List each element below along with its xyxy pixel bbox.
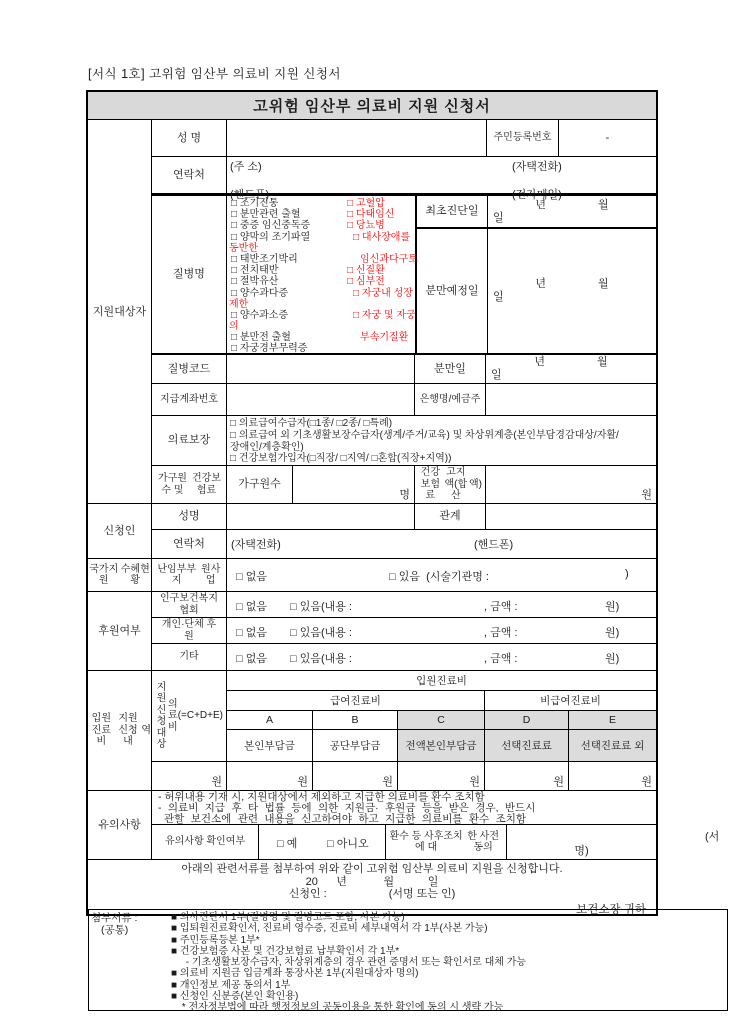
sponsorship-row [152, 592, 656, 618]
disease-checkbox-line[interactable]: □ 전치태반 □ 신질환 [231, 265, 385, 277]
application-form-table [86, 90, 720, 916]
relation-label: 관계 [415, 504, 486, 529]
medical-security-label: 의료보장 [152, 416, 227, 465]
target-rrn-input[interactable]: - [605, 131, 610, 144]
home-phone-label[interactable]: (자택전화) [231, 539, 281, 551]
declaration-recipient: 보건소장 귀하 [576, 903, 646, 916]
disease-name-label: 질병명 [152, 196, 227, 353]
no-checkbox[interactable]: □ 아니오 [327, 838, 369, 850]
expense-amount-input[interactable]: 원 [398, 762, 485, 790]
attachment-item: ■ 건강보험증 사본 및 건강보험료 납부확인서 각 1부* [171, 945, 400, 957]
applicant-contact-row [152, 530, 656, 558]
disease-checkbox-list[interactable] [227, 196, 418, 355]
disease-checkbox-line[interactable]: □ 자궁경부무력증 [231, 343, 308, 355]
attachments-box [88, 909, 728, 1014]
disease-code-row [152, 353, 656, 383]
month-label: 월 [598, 198, 609, 211]
month-label: 월 [598, 278, 609, 290]
day-label: 일 [491, 369, 502, 381]
disease-checkbox-line[interactable]: 제한 [229, 298, 249, 310]
first-diagnosis-label: 최초진단일 [417, 196, 488, 227]
disease-checkbox-line[interactable]: 의 [229, 321, 239, 333]
notice-confirm-row [152, 825, 720, 859]
attachments-label-col [91, 912, 171, 1010]
subfertility-options[interactable] [227, 559, 656, 591]
section-applicant [88, 504, 656, 559]
amount-label: , 금액 : [484, 627, 518, 639]
expense-column-name: 전액본인부담금 [398, 730, 485, 761]
declaration-block [88, 860, 656, 914]
national-group-label: 국가지원 수혜현황 [88, 559, 152, 591]
declaration-sign-note: (서명 또는 인) [388, 888, 456, 900]
target-contact-left[interactable]: (주 소) (핸드폰) [230, 161, 270, 201]
expense-column-code: A [227, 711, 313, 729]
attachment-item: ■ 주민등록등본 1부* [171, 934, 260, 946]
medical-security-option[interactable]: □ 건강보험가입자(□직장/ □지역/ □혼합(직장+지역)) [230, 453, 452, 465]
disease-checkbox-line[interactable]: □ 태반조기박리 임신과다구토 [231, 253, 418, 265]
notice-confirm-options[interactable] [259, 825, 386, 859]
account-input[interactable] [227, 384, 415, 415]
medical-security-row [152, 416, 656, 466]
expense-column-code: E [569, 711, 656, 729]
none-checkbox[interactable]: □ 없음 [236, 601, 267, 613]
paren-close: ) [625, 568, 629, 580]
household-count-input[interactable]: 명 [293, 466, 415, 503]
subfertility-label: 난임부부 지 원사업 [152, 559, 227, 591]
expense-amount-input[interactable]: 원 [227, 762, 313, 790]
disease-block [152, 194, 656, 384]
target-contact-right[interactable]: (자택전화) (전자메일) [512, 161, 562, 201]
attachment-note: - 기초생활보장수급자, 차상위계층의 경우 관련 증명서 또는 확인서로 대체 가능 [183, 957, 527, 969]
disease-code-label: 질병코드 [152, 355, 227, 383]
amount-unit: 원) [605, 601, 620, 613]
amount-unit: 원) [605, 653, 620, 665]
expense-column-name: 공단부담금 [313, 730, 398, 761]
sponsorship-row-label: 개인·단체 후 원 [152, 618, 227, 643]
applicant-contact-label: 연락처 [152, 530, 227, 558]
disease-checkbox-line[interactable]: □ 양수과다증 □ 자궁내 성장 [231, 287, 413, 299]
notice-confirm-label: 유의사항 확인여부 [152, 825, 259, 859]
medical-security-option[interactable]: □ 의료급여수급자(□1종/ □2종/ □특례) [230, 418, 393, 429]
target-group-label: 지원 대상자 [88, 120, 152, 503]
disease-checkbox-line[interactable]: □ 조기진통 □ 고혈압 [231, 198, 385, 209]
declaration-applicant-label[interactable]: 신청인 : [288, 888, 327, 900]
section-sponsorship [88, 592, 656, 671]
bank-name-input[interactable] [486, 384, 656, 415]
expense-column-name: 본인부담금 [227, 730, 313, 761]
sponsorship-group-label: 후원여부 [88, 592, 152, 670]
day-label: 일 [493, 291, 504, 303]
relation-input[interactable] [486, 504, 656, 529]
household-label: 가구원수 및 건강보험료 [152, 466, 227, 503]
sponsorship-row-label: 인구보건복지 협회 [152, 592, 227, 617]
expense-column-code: B [313, 711, 398, 729]
attachments-label: 첨부서류 : [91, 912, 138, 924]
notice-line: 관할 보건소에 관련 내용을 신고하여야 하고 지급한 의료비를 환수 조치함 [164, 813, 527, 826]
yes-checkbox[interactable]: □ 예 [277, 838, 298, 850]
month-label: 월 [597, 356, 608, 368]
due-date-input[interactable] [488, 229, 656, 353]
attachment-item: ■ 개인정보 제공 동의서 1부 [171, 979, 291, 991]
delivery-date-input[interactable] [486, 355, 656, 383]
hospital-group-label: 입원진료비 지원신청내 역 [88, 671, 152, 790]
bank-name-label: 은행명/예금 주 [415, 384, 486, 415]
notice-line: - 의료비 지급 후 타 법률 등에 의한 지원금· 후원금 등을 받은 경우, 반드시 [158, 802, 536, 815]
hospital-header-block [152, 671, 656, 761]
sponsorship-options[interactable] [227, 618, 656, 643]
applicant-contact-input[interactable] [227, 530, 656, 558]
notice-text-row [152, 791, 656, 825]
attachment-note: * 전자정부법에 따라 행정정보의 공동이용을 통한 확인에 동의 시 생략 가능 [179, 1002, 504, 1014]
section-notice [88, 791, 720, 860]
attachment-item: ■ 입퇴원진료확인서, 진료비 영수증, 진료비 세부내역서 각 1부(사본 가능) [171, 923, 488, 935]
target-rrn-label: 주민등록번 호 [487, 120, 559, 156]
yes-checkbox[interactable]: □ 있음(내용 : [290, 653, 352, 665]
section-national-support [88, 559, 656, 592]
target-name-row [152, 120, 656, 157]
yes-checkbox[interactable]: □ 있음 (시술기관명 : [389, 571, 489, 583]
premium-label: 건강보험료 고지액(합산 액) [415, 466, 486, 503]
medical-security-option[interactable]: 장애인/계층확인) [230, 441, 304, 453]
mobile-phone-label[interactable]: (핸드폰) [474, 539, 514, 551]
household-count-label: 가구원수 [227, 466, 293, 503]
attachment-item: ■ 의료비 지원금 입금계좌 통장사본 1부(지원대상자 명의) [171, 968, 419, 980]
medical-security-option[interactable]: □ 의료급여 외 기초생활보장수급자(생계/주거/교육) 및 차상위계층(본인부담경감대상/자활/ [230, 429, 619, 441]
due-date-label: 분만예정일 [417, 229, 488, 353]
sponsorship-row [152, 644, 656, 670]
sponsorship-options[interactable] [227, 644, 656, 670]
notice-line: - 허위내용 기재 시, 지원대상에서 제외하고 지급한 의료비를 환수 조치함 [158, 791, 485, 803]
national-support-row [152, 559, 656, 591]
year-label: 년 [534, 356, 545, 368]
section-declaration [88, 860, 656, 914]
expense-column-name: 선택진료료 외 [569, 730, 656, 761]
uncovered-expense-header: 비급여진료비 [540, 695, 601, 707]
applicant-name-input[interactable] [227, 504, 415, 529]
expense-column-code: C [398, 711, 485, 729]
year-label: 년 [535, 278, 546, 290]
signature-cell[interactable] [507, 825, 720, 859]
target-expense-amount[interactable]: 원 [152, 762, 227, 790]
none-checkbox[interactable]: □ 없음 [236, 571, 267, 583]
day-label: 일 [493, 211, 504, 224]
sponsorship-options[interactable] [227, 592, 656, 617]
applicant-name-label: 성명 [152, 504, 227, 529]
hospital-amount-row [152, 761, 656, 790]
hospital-expense-header: 입원진료비 [416, 675, 467, 687]
disease-checkbox-line[interactable]: □ 양수과소증 □ 자궁 및 자궁 [231, 309, 416, 321]
disease-code-input[interactable] [227, 355, 415, 383]
year-label: 년 [535, 198, 546, 211]
attachment-item: ■ 신청인 신분증(본인 확인용) [171, 991, 299, 1003]
target-name-label: 성 명 [152, 120, 227, 156]
notice-text [152, 791, 656, 824]
target-expense-label: 지원신청대상 의료비 (=C+D+E) [152, 671, 227, 761]
expense-column-code: D [485, 711, 569, 729]
amount-label: , 금액 : [484, 601, 518, 613]
expense-column-name: 선택진료료 [485, 730, 569, 761]
account-label: 지급계좌번호 [152, 384, 227, 415]
consent-label: 환수 등 사후조치에 대 한 사전동의 [386, 825, 507, 859]
disease-checkbox-line[interactable]: □ 분만관련 출혈 □ 다태임신 [231, 209, 395, 221]
disease-checkbox-line[interactable]: 동반한 [229, 242, 258, 254]
notice-group-label: 유의사항 [88, 791, 152, 859]
attachment-item: ■ 의사진단서 1부(질병명 및 질병코드 포함, 사본 가능) [171, 912, 405, 923]
applicant-name-row [152, 504, 656, 530]
yes-checkbox[interactable]: □ 있음(내용 : [290, 627, 352, 639]
declaration-date[interactable]: 20 년 월 일 [305, 875, 439, 888]
form-title: 고위험 임산부 의료비 지원 신청서 [88, 92, 656, 120]
none-checkbox[interactable]: □ 없음 [236, 653, 267, 665]
disease-checkbox-line[interactable]: □ 분만전 출혈 부속기질환 [231, 332, 409, 344]
signature-part1: (서 [705, 831, 720, 843]
covered-expense-header: 급여진료비 [227, 691, 485, 710]
expense-amount-input[interactable]: 원 [485, 762, 569, 790]
sponsorship-row-label: 기타 [152, 644, 227, 670]
disease-checkbox-line[interactable]: □ 양막의 조기파열 □ 대사장애를 [231, 231, 411, 243]
disease-checkbox-line[interactable]: □ 중증 임신중독증 □ 당뇨병 [231, 220, 385, 232]
disease-checkbox-line[interactable]: □ 절박유산 □ 심부전 [231, 276, 385, 288]
applicant-group-label: 신청인 [88, 504, 152, 558]
premium-input[interactable]: 원 [641, 489, 652, 501]
section-support-target [88, 120, 656, 504]
expense-amount-input[interactable]: 원 [641, 776, 652, 788]
signature-part2: 명) [574, 845, 589, 857]
sponsorship-row [152, 618, 656, 644]
target-contact-row [152, 157, 656, 201]
household-row [152, 466, 656, 503]
target-contact-input[interactable] [227, 157, 656, 201]
declaration-statement: 아래의 관련서류를 첨부하여 위와 같이 고위험 임산부 의료비 지원을 신청합니다. [181, 863, 563, 875]
none-checkbox[interactable]: □ 없음 [236, 627, 267, 639]
section-hospital-expense [88, 671, 656, 791]
amount-unit: 원) [605, 627, 620, 639]
doc-label: [서식 1호] 고위험 임산부 의료비 지원 신청서 [88, 67, 342, 81]
delivery-date-label: 분만일 [415, 355, 486, 383]
expense-amount-input[interactable]: 원 [313, 762, 398, 790]
target-contact-label: 연락처 [152, 157, 227, 193]
medical-security-options[interactable] [227, 416, 656, 465]
target-name-input[interactable] [227, 120, 487, 156]
attachments-list [171, 912, 727, 1014]
attachments-common-label: (공통) [101, 924, 129, 936]
yes-checkbox[interactable]: □ 있음(내용 : [290, 601, 352, 613]
account-row [152, 384, 656, 416]
amount-label: , 금액 : [484, 653, 518, 665]
